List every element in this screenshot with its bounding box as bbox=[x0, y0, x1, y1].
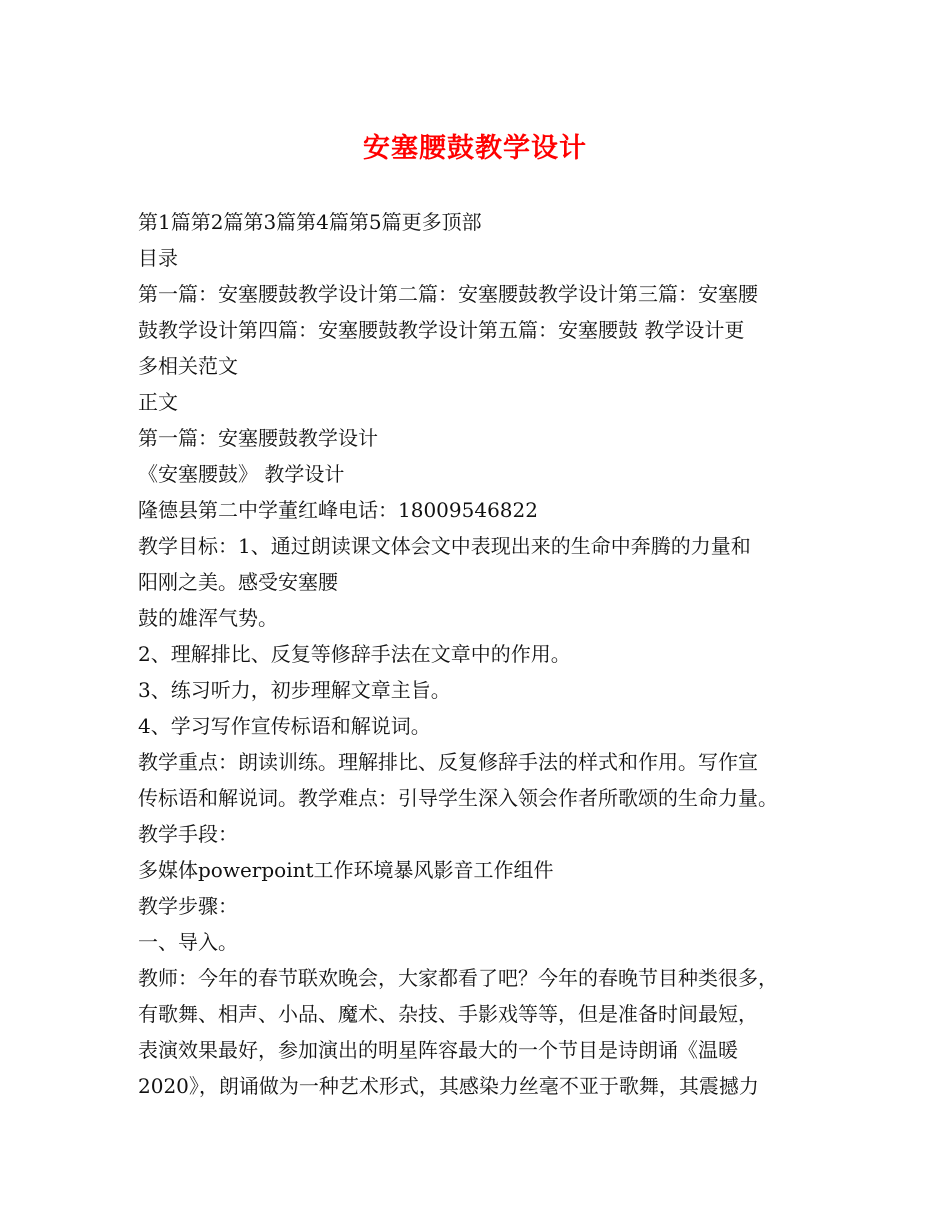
body-line: 2、理解排比、反复等修辞手法在文章中的作用。 bbox=[138, 642, 571, 666]
body-line: 教学目标：1、通过朗读课文体会文中表现出来的生命中奔腾的力量和 bbox=[138, 534, 751, 558]
toc-text-line: 第一篇：安塞腰鼓教学设计第二篇：安塞腰鼓教学设计第三篇：安塞腰 bbox=[138, 282, 758, 306]
body-line: 教学重点：朗读训练。理解排比、反复修辞手法的样式和作用。写作宣 bbox=[138, 750, 758, 774]
author-line: 隆德县第二中学董红峰电话：18009546822 bbox=[138, 498, 538, 522]
body-line: 鼓的雄浑气势。 bbox=[138, 606, 278, 630]
section-heading: 第一篇：安塞腰鼓教学设计 bbox=[138, 426, 378, 450]
body-line: 《安塞腰鼓》 教学设计 bbox=[138, 462, 345, 486]
document-body bbox=[138, 204, 828, 1104]
document-title: 安塞腰鼓教学设计 bbox=[363, 133, 587, 164]
body-line: 教学步骤： bbox=[138, 894, 238, 918]
body-line: 多媒体powerpoint工作环境暴风影音工作组件 bbox=[138, 858, 554, 882]
body-line: 3、练习听力，初步理解文章主旨。 bbox=[138, 678, 451, 702]
body-line: 有歌舞、相声、小品、魔术、杂技、手影戏等等，但是准备时间最短， bbox=[138, 1002, 758, 1026]
toc-heading: 目录 bbox=[138, 246, 178, 270]
body-heading: 正文 bbox=[138, 390, 178, 414]
body-line: 阳刚之美。感受安塞腰 bbox=[138, 570, 338, 594]
toc-text-line: 鼓教学设计第四篇：安塞腰鼓教学设计第五篇：安塞腰鼓 教学设计更 bbox=[138, 318, 745, 342]
body-line: 2020》，朗诵做为一种艺术形式，其感染力丝毫不亚于歌舞，其震撼力 bbox=[138, 1074, 759, 1098]
body-line: 4、学习写作宣传标语和解说词。 bbox=[138, 714, 431, 738]
body-line: 教学手段： bbox=[138, 822, 238, 846]
toc-text-line: 多相关范文 bbox=[138, 354, 238, 378]
nav-links-line: 第1篇第2篇第3篇第4篇第5篇更多顶部 bbox=[138, 210, 482, 234]
body-line: 表演效果最好，参加演出的明星阵容最大的一个节目是诗朗诵《温暖 bbox=[138, 1038, 738, 1062]
body-line: 一、导入。 bbox=[138, 930, 238, 954]
body-line: 传标语和解说词。教学难点：引导学生深入领会作者所歌颂的生命力量。 bbox=[138, 786, 778, 810]
body-line: 教师：今年的春节联欢晚会，大家都看了吧？今年的春晚节目种类很多， bbox=[138, 966, 778, 990]
